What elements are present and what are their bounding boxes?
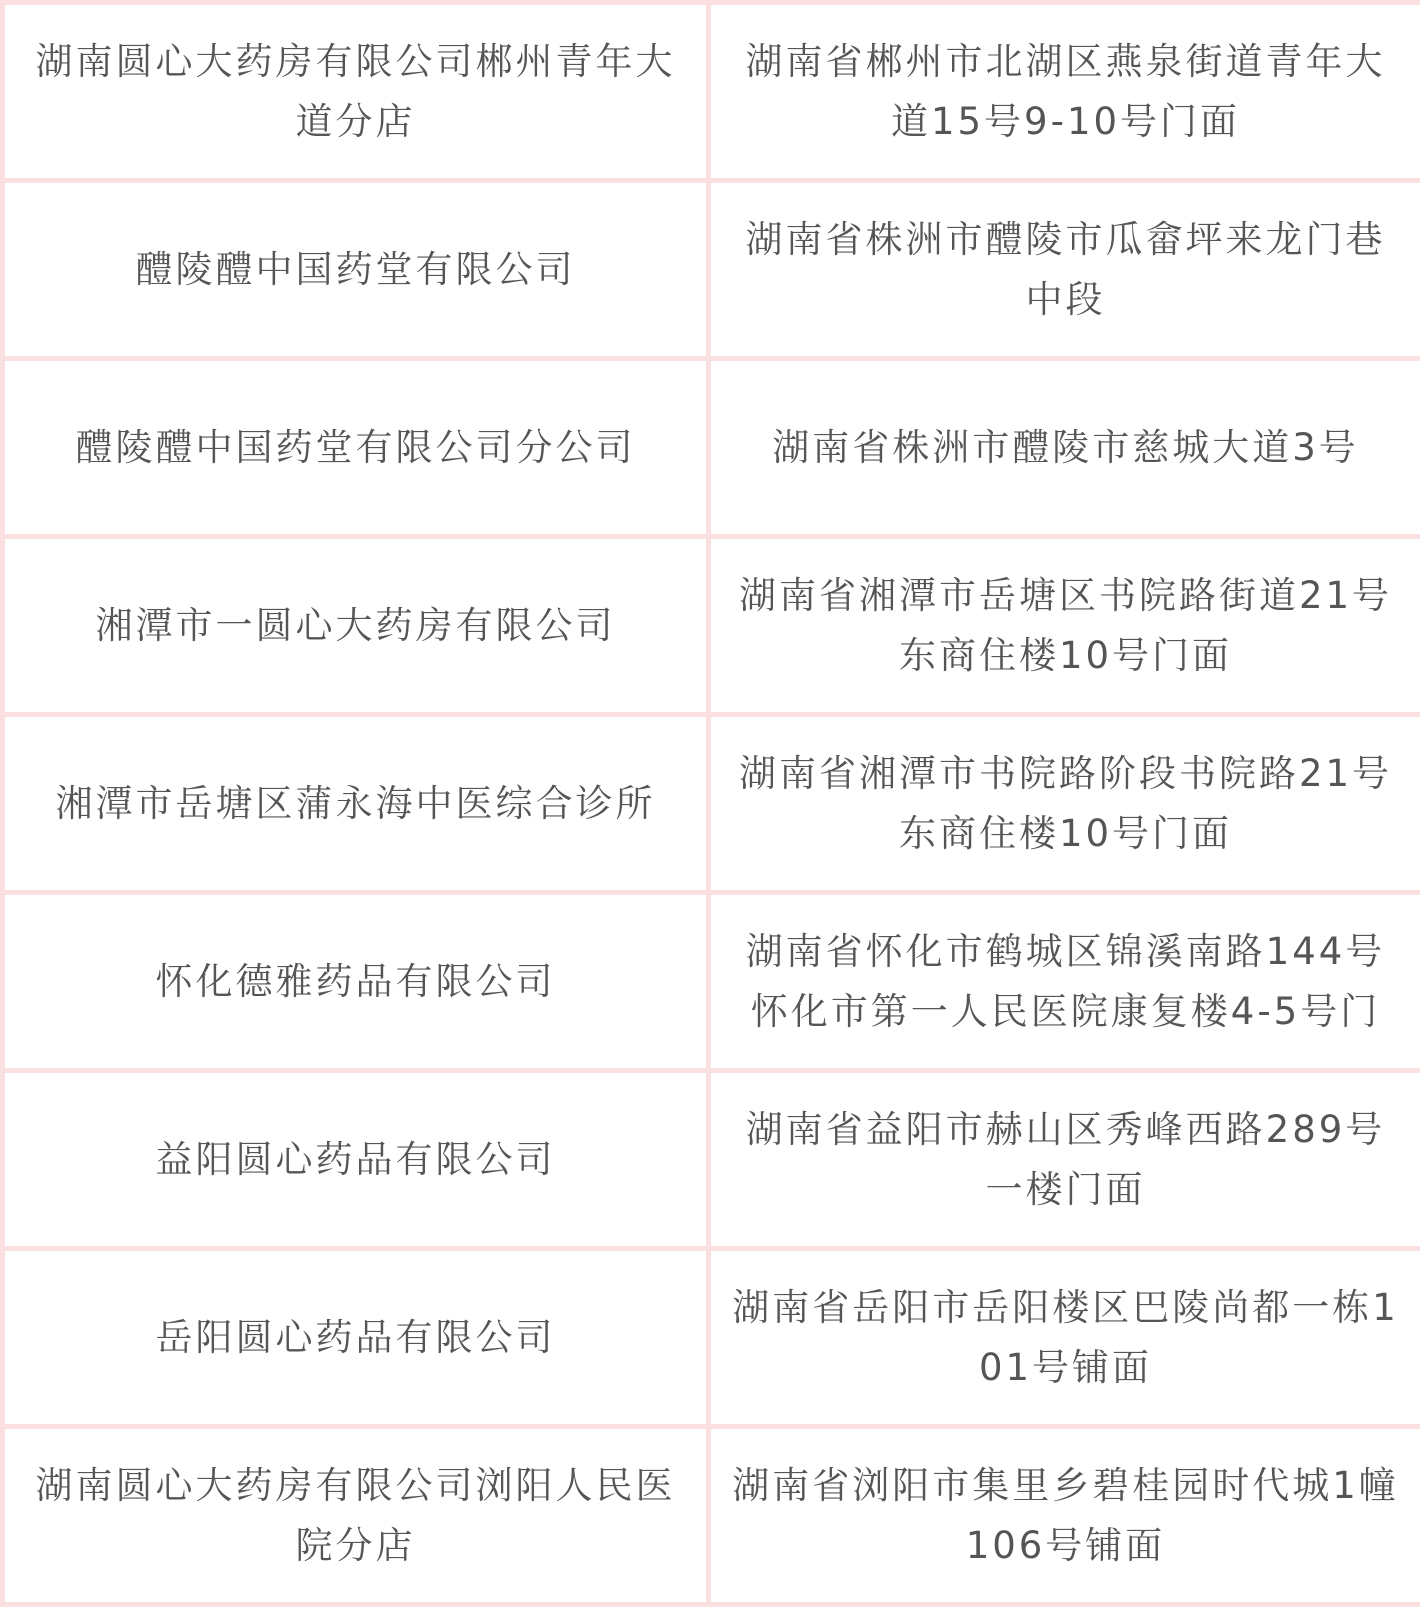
pharmacy-name-cell: 醴陵醴中国药堂有限公司分公司 [3,359,709,537]
table-row [3,181,1420,359]
pharmacy-address-cell: 湖南省益阳市赫山区秀峰西路289号一楼门面 [709,1071,1420,1249]
pharmacy-name-cell: 怀化德雅药品有限公司 [3,893,709,1071]
table-row [3,359,1420,537]
pharmacy-address-cell: 湖南省湘潭市书院路阶段书院路21号东商住楼10号门面 [709,715,1420,893]
pharmacy-address-cell: 湖南省岳阳市岳阳楼区巴陵尚都一栋101号铺面 [709,1249,1420,1427]
pharmacy-name-cell: 湖南圆心大药房有限公司浏阳人民医院分店 [3,1427,709,1605]
table-row [3,1427,1420,1605]
table-row [3,3,1420,181]
pharmacy-name-cell: 益阳圆心药品有限公司 [3,1071,709,1249]
pharmacy-name-cell: 岳阳圆心药品有限公司 [3,1249,709,1427]
pharmacy-address-cell: 湖南省浏阳市集里乡碧桂园时代城1幢106号铺面 [709,1427,1420,1605]
pharmacy-address-cell: 湖南省郴州市北湖区燕泉街道青年大道15号9-10号门面 [709,3,1420,181]
pharmacy-address-cell: 湖南省株洲市醴陵市慈城大道3号 [709,359,1420,537]
pharmacy-address-cell: 湖南省怀化市鹤城区锦溪南路144号怀化市第一人民医院康复楼4-5号门 [709,893,1420,1071]
pharmacy-name-cell: 湘潭市一圆心大药房有限公司 [3,537,709,715]
pharmacy-name-cell: 湘潭市岳塘区蒲永海中医综合诊所 [3,715,709,893]
pharmacy-name-cell: 醴陵醴中国药堂有限公司 [3,181,709,359]
table-row [3,537,1420,715]
pharmacy-address-cell: 湖南省湘潭市岳塘区书院路街道21号东商住楼10号门面 [709,537,1420,715]
pharmacy-name-cell: 湖南圆心大药房有限公司郴州青年大道分店 [3,3,709,181]
table-row [3,1071,1420,1249]
table-row [3,715,1420,893]
table-row [3,893,1420,1071]
pharmacy-address-cell: 湖南省株洲市醴陵市瓜畲坪来龙门巷中段 [709,181,1420,359]
table-row [3,1249,1420,1427]
